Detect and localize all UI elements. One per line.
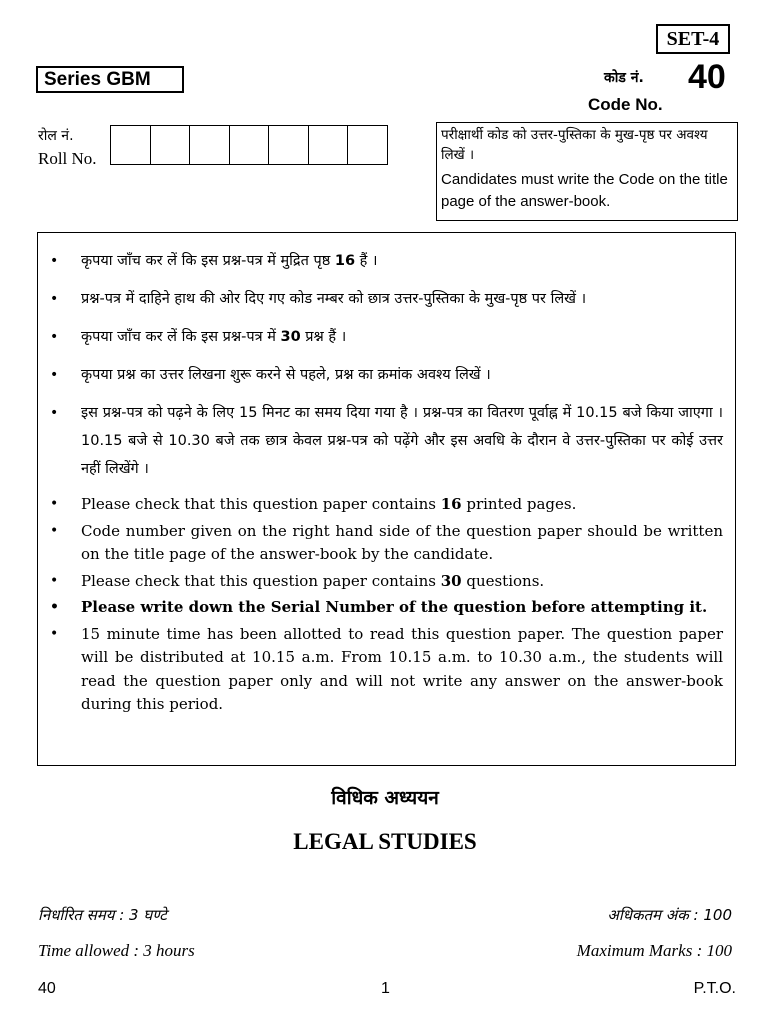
instruction-item-english [50,493,723,517]
subject-title-en: LEGAL STUDIES [293,829,477,854]
subject-title-hindi: विधिक अध्ययन [331,787,439,809]
instruction-text: printed pages. [461,495,577,513]
page-number: 1 [381,980,390,997]
roll-number-cell[interactable] [190,126,230,164]
instruction-text: कृपया जाँच कर लें कि इस प्रश्न-पत्र में मुद्रित पृष्ठ [81,253,335,269]
code-instruction-en: Candidates must write the Code on the title page of the answer-book. [441,171,728,210]
footer-code: 40 [38,980,56,997]
max-marks-en: Maximum Marks : 100 [576,941,732,960]
max-marks-hindi: अधिकतम अंक : 100 [607,906,732,924]
instruction-text: 15 minute time has been allotted to read this question paper. The question paper will be distributed at 10.15 a.m. From 10.15 a.m. to 10.30 a.m., the students will read the question paper only and will not write any answer on the answer-book during this period. [81,624,723,713]
bullet-icon: • [50,329,59,345]
time-allowed-hindi: निर्धारित समय : 3 घण्टे [38,906,167,924]
pto-label: P.T.O. [693,980,736,997]
roll-number-cell[interactable] [269,126,309,164]
instruction-item-hindi [50,361,723,389]
instruction-item-english [50,623,723,717]
general-instructions-box [37,232,736,766]
roll-number-cell[interactable] [111,126,151,164]
roll-number-cell[interactable] [309,126,349,164]
code-label-hindi: कोड नं. [604,70,644,86]
bullet-icon: • [50,496,59,512]
bullet-icon: • [50,291,59,307]
instruction-item-english [50,520,723,567]
instruction-item-hindi [50,285,723,313]
instruction-text: Please check that this question paper contains [81,495,441,513]
instruction-number: 16 [334,253,356,269]
instruction-text: इस प्रश्न-पत्र को पढ़ने के लिए 15 मिनट का समय दिया गया है । प्रश्न-पत्र का वितरण पूर्वाह्न में 10.15 बजे किया जाएगा । 10.15 बजे से 10.30 बजे तक छात्र केवल प्रश्न-पत्र को पढ़ेंगे और इस अवधि के दौरान वे उत्तर-पुस्तिका पर कोई उत्तर नहीं लिखेंगे । [81,405,723,477]
instruction-text: कृपया जाँच कर लें कि इस प्रश्न-पत्र में [81,329,281,345]
code-number: 40 [688,58,726,96]
bullet-icon: • [50,367,59,383]
series-label: Series GBM [36,66,184,93]
instruction-text: कृपया प्रश्न का उत्तर लिखना शुरू करने से पहले, प्रश्न का क्रमांक अवश्य लिखें । [81,367,491,383]
instruction-number: 30 [440,571,462,590]
instruction-item-hindi [50,247,723,275]
roll-number-cell[interactable] [348,126,388,164]
instruction-number: 30 [280,329,301,345]
roll-number-cell[interactable] [151,126,191,164]
instruction-text: Code number given on the right hand side of the question paper should be written on the title page of the answer-book by the candidate. [81,521,723,563]
instruction-number: 16 [440,495,462,513]
bullet-icon: • [50,599,59,615]
roll-label-hindi: रोल नं. [38,128,74,144]
instruction-item-hindi [50,323,723,351]
bullet-icon: • [50,253,59,269]
bullet-icon: • [50,405,59,421]
instruction-item-english [50,596,723,620]
instruction-item-hindi [50,399,723,483]
instruction-text: हैं । [355,253,378,269]
roll-number-boxes [110,125,388,165]
bullet-icon: • [50,522,59,539]
instruction-text: Please write down the Serial Number of the question before attempting it. [81,598,708,616]
code-label-en: Code No. [588,95,663,114]
roll-label-en: Roll No. [38,149,97,168]
time-allowed-en: Time allowed : 3 hours [38,941,195,960]
instruction-text: questions. [461,571,545,590]
bullet-icon: • [50,572,59,589]
code-instruction-box [436,122,738,221]
code-instruction-hindi: परीक्षार्थी कोड को उत्तर-पुस्तिका के मुख-पृष्ठ पर अवश्य लिखें । [441,127,708,163]
instruction-text: Please check that this question paper contains [81,571,441,590]
roll-number-cell[interactable] [230,126,270,164]
instruction-text: प्रश्न हैं । [300,329,347,345]
instructions-list [50,247,723,717]
set-label: SET-4 [656,24,730,54]
instruction-item-english [50,570,723,594]
instruction-text: प्रश्न-पत्र में दाहिने हाथ की ओर दिए गए कोड नम्बर को छात्र उत्तर-पुस्तिका के मुख-पृष्ठ पर लिखें । [81,291,587,307]
bullet-icon: • [50,625,59,642]
